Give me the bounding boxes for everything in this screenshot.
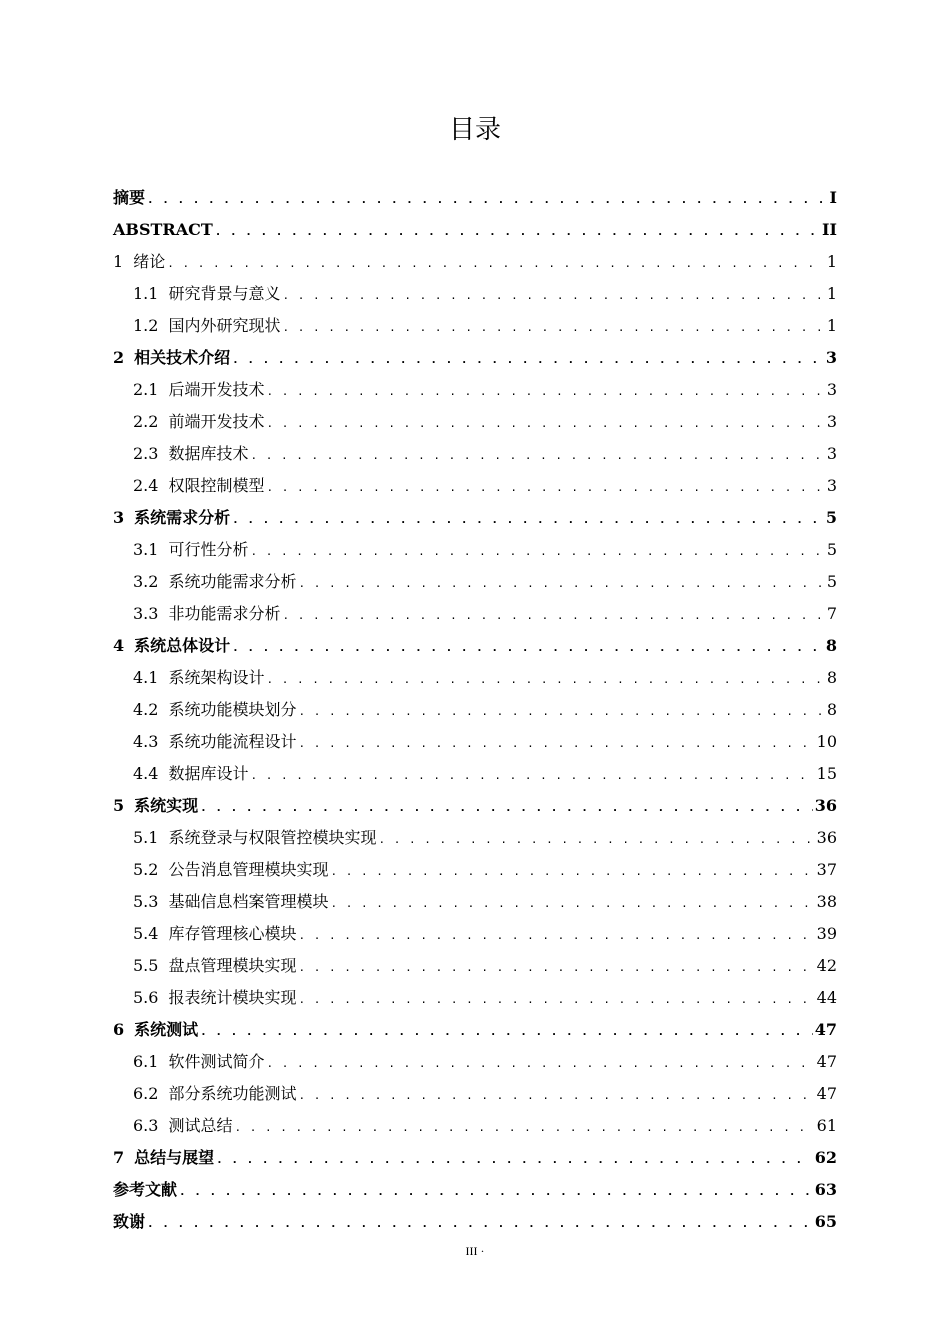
toc-entry[interactable] [113, 246, 837, 278]
dot-leader [232, 632, 824, 664]
toc-entry-page: 5 [826, 572, 837, 591]
toc-entry-page: 10 [816, 732, 837, 751]
toc-entry-label: 后端开发技术 [168, 380, 265, 399]
toc-entry[interactable] [113, 502, 837, 534]
toc-entry-page: 8 [826, 668, 837, 687]
toc-entry[interactable] [113, 470, 837, 502]
dot-leader [330, 888, 814, 920]
toc-entry-label: 系统需求分析 [134, 508, 231, 527]
dot-leader [147, 1208, 813, 1240]
dot-leader [266, 1048, 814, 1080]
toc-entry-label: 前端开发技术 [168, 412, 265, 431]
dot-leader [330, 856, 814, 888]
toc-entry-number: 2.4 [133, 476, 159, 495]
toc-entry[interactable] [113, 1142, 837, 1174]
toc-entry-label: 库存管理核心模块 [168, 924, 297, 943]
dot-leader [232, 344, 824, 376]
toc-entry[interactable] [113, 374, 837, 406]
toc-entry-label: 相关技术介绍 [134, 348, 231, 367]
toc-entry-number: 4.3 [133, 732, 159, 751]
dot-leader [378, 824, 814, 856]
toc-entry-label: 国内外研究现状 [168, 316, 281, 335]
toc-entry-number: 3.2 [133, 572, 159, 591]
dot-leader [232, 504, 824, 536]
toc-entry-page: 36 [814, 796, 837, 815]
toc-entry[interactable] [113, 822, 837, 854]
toc-entry-label: 系统功能需求分析 [168, 572, 297, 591]
toc-entry-label: 参考文献 [113, 1180, 178, 1199]
dot-leader [298, 920, 814, 952]
toc-entry[interactable] [113, 1078, 837, 1110]
toc-entry-number: 1.2 [133, 316, 159, 335]
toc-entry-number: 5.4 [133, 924, 159, 943]
toc-entry-number: 4 [113, 636, 125, 655]
toc-entry[interactable] [113, 406, 837, 438]
dot-leader [250, 760, 814, 792]
toc-entry[interactable] [113, 790, 837, 822]
toc-entry-label: 系统总体设计 [134, 636, 231, 655]
toc-entry-number: 7 [113, 1148, 125, 1167]
dot-leader [266, 664, 824, 696]
toc-entry[interactable] [113, 1014, 837, 1046]
toc-entry-page: 1 [826, 252, 837, 271]
toc-entry-label: 摘要 [113, 188, 146, 207]
toc-entry[interactable] [113, 758, 837, 790]
toc-entry-label: 基础信息档案管理模块 [168, 892, 329, 911]
toc-entry-page: 47 [814, 1020, 837, 1039]
toc-entry-label: 系统功能流程设计 [168, 732, 297, 751]
toc-entry-label: 致谢 [113, 1212, 146, 1231]
toc-entry-page: 36 [816, 828, 837, 847]
toc-entry[interactable] [113, 854, 837, 886]
dot-leader [234, 1112, 814, 1144]
toc-entry-number: 4.2 [133, 700, 159, 719]
toc-entry[interactable] [113, 694, 837, 726]
dot-leader [216, 1144, 813, 1176]
toc-entry[interactable] [113, 598, 837, 630]
toc-entry-label: 权限控制模型 [168, 476, 265, 495]
toc-entry-page: 7 [826, 604, 837, 623]
toc-entry-number: 6 [113, 1020, 125, 1039]
toc-entry-page: I [829, 188, 837, 207]
toc-entry-page: 5 [825, 508, 837, 527]
toc-entry-page: 15 [816, 764, 837, 783]
toc-entry[interactable] [113, 1110, 837, 1142]
toc-entry[interactable] [113, 1206, 837, 1238]
toc-entry-label: 非功能需求分析 [168, 604, 281, 623]
toc-entry[interactable] [113, 630, 837, 662]
toc-entry-label: 系统架构设计 [168, 668, 265, 687]
toc-entry[interactable] [113, 726, 837, 758]
page-number-footer: III · [465, 1244, 485, 1258]
dot-leader [215, 216, 820, 248]
toc-entry-number: 4.4 [133, 764, 159, 783]
toc-entry-page: 47 [816, 1052, 837, 1071]
dot-leader [266, 472, 824, 504]
toc-entry-label: 测试总结 [168, 1116, 233, 1135]
toc-entry[interactable] [113, 1046, 837, 1078]
toc-entry-number: 2.2 [133, 412, 159, 431]
toc-entry-label: 可行性分析 [168, 540, 249, 559]
dot-leader [282, 600, 824, 632]
toc-entry-number: 3 [113, 508, 125, 527]
dot-leader [298, 696, 824, 728]
dot-leader [266, 408, 824, 440]
toc-entry-label: 系统功能模块划分 [168, 700, 297, 719]
toc-entry[interactable] [113, 918, 837, 950]
dot-leader [200, 1016, 813, 1048]
dot-leader [282, 280, 824, 312]
toc-entry[interactable] [113, 310, 837, 342]
dot-leader [266, 376, 824, 408]
toc-entry-label: 绪论 [133, 252, 166, 271]
dot-leader [200, 792, 813, 824]
toc-entry-number: 5.5 [133, 956, 159, 975]
toc-entry-page: 1 [826, 316, 837, 335]
toc-entry-number: 5 [113, 796, 125, 815]
dot-leader [282, 312, 824, 344]
toc-entry-page: 38 [816, 892, 837, 911]
toc-entry-page: 3 [826, 444, 837, 463]
toc-entry-label: 数据库设计 [168, 764, 249, 783]
toc-entry-number: 6.3 [133, 1116, 159, 1135]
toc-entry-number: 6.1 [133, 1052, 159, 1071]
toc-entry[interactable] [113, 950, 837, 982]
toc-entry-number: 6.2 [133, 1084, 159, 1103]
toc-entry-page: 42 [816, 956, 837, 975]
toc-entry-page: 63 [814, 1180, 837, 1199]
toc-entry[interactable] [113, 278, 837, 310]
dot-leader [298, 568, 824, 600]
toc-entry-label: 报表统计模块实现 [168, 988, 297, 1007]
toc-entry-page: 5 [826, 540, 837, 559]
toc-entry-page: 1 [826, 284, 837, 303]
dot-leader [298, 952, 814, 984]
toc-entry[interactable] [113, 182, 837, 214]
toc-entry-label: 部分系统功能测试 [168, 1084, 297, 1103]
toc-entry-page: II [822, 220, 837, 239]
toc-entry-number: 4.1 [133, 668, 159, 687]
toc-entry-page: 47 [816, 1084, 837, 1103]
toc-entry-label: 盘点管理模块实现 [168, 956, 297, 975]
toc-entry-page: 61 [816, 1116, 837, 1135]
toc-entry-label: 总结与展望 [134, 1148, 215, 1167]
dot-leader [298, 728, 814, 760]
toc-entry-number: 3.3 [133, 604, 159, 623]
toc-entry-label: 软件测试简介 [168, 1052, 265, 1071]
toc-entry-label: ABSTRACT [113, 220, 213, 239]
toc-entry-number: 5.6 [133, 988, 159, 1007]
toc-entry-page: 3 [826, 380, 837, 399]
toc-entry-label: 系统测试 [134, 1020, 199, 1039]
toc-entry-number: 5.1 [133, 828, 159, 847]
toc-entry-page: 44 [816, 988, 837, 1007]
toc-entry-page: 37 [816, 860, 837, 879]
toc-entry-label: 研究背景与意义 [168, 284, 281, 303]
dot-leader [250, 536, 824, 568]
dot-leader [167, 248, 825, 280]
toc-entry-number: 5.3 [133, 892, 159, 911]
toc-entry-number: 2.3 [133, 444, 159, 463]
toc-entry-page: 62 [814, 1148, 837, 1167]
dot-leader [298, 984, 814, 1016]
toc-entry-label: 数据库技术 [168, 444, 249, 463]
page-title: 目录 [448, 115, 501, 145]
toc-entry-page: 3 [826, 476, 837, 495]
toc-entry-label: 系统登录与权限管控模块实现 [168, 828, 377, 847]
toc-entry[interactable] [113, 342, 837, 374]
dot-leader [250, 440, 824, 472]
dot-leader [179, 1176, 813, 1208]
toc-entry[interactable] [113, 534, 837, 566]
toc-entry[interactable] [113, 214, 837, 246]
toc-entry-number: 1.1 [133, 284, 159, 303]
toc-entry-number: 3.1 [133, 540, 159, 559]
table-of-contents [113, 182, 837, 1238]
toc-entry-label: 公告消息管理模块实现 [168, 860, 329, 879]
dot-leader [147, 184, 828, 216]
toc-entry[interactable] [113, 982, 837, 1014]
toc-entry-label: 系统实现 [134, 796, 199, 815]
toc-entry-page: 39 [816, 924, 837, 943]
toc-entry-page: 65 [814, 1212, 837, 1231]
toc-entry[interactable] [113, 662, 837, 694]
toc-entry-page: 8 [826, 700, 837, 719]
toc-entry[interactable] [113, 438, 837, 470]
dot-leader [298, 1080, 814, 1112]
toc-entry-page: 3 [825, 348, 837, 367]
toc-entry[interactable] [113, 886, 837, 918]
toc-entry-number: 2.1 [133, 380, 159, 399]
toc-entry[interactable] [113, 566, 837, 598]
toc-entry-number: 2 [113, 348, 125, 367]
toc-entry[interactable] [113, 1174, 837, 1206]
toc-entry-page: 8 [825, 636, 837, 655]
toc-entry-number: 1 [113, 252, 124, 271]
toc-entry-number: 5.2 [133, 860, 159, 879]
toc-entry-page: 3 [826, 412, 837, 431]
